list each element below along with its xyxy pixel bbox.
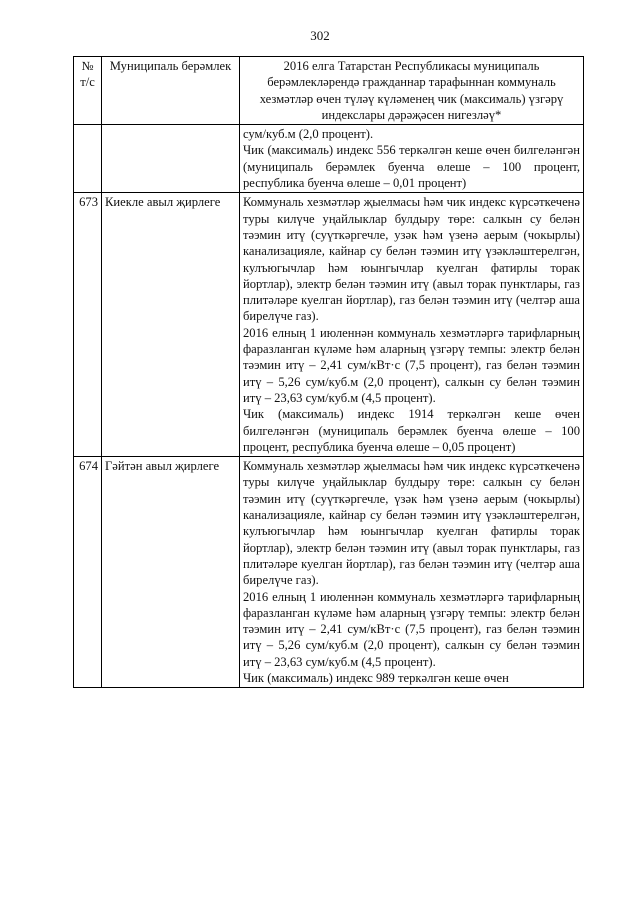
description-paragraph: Чик (максималь) индекс 989 теркәлгән кеше өчен (243, 670, 509, 685)
row-description (240, 193, 584, 457)
description-paragraph: Чик (максималь) индекс 1914 теркәлгән кеше өчен билгеләнгән (муниципаль берәмлек буенча өлеше – 100 процент, республика буенча өлеше – 0,05 процент) (243, 407, 580, 454)
description-paragraph: сум/куб.м (2,0 процент). (243, 127, 374, 142)
description-paragraph: 2016 елның 1 июленнән коммуналь хезмәтләргә тарифларның фаразланган күләме һәм аларның үзгәрү темпы: электр белән тәэмин итү – 2,41 сум/кВт·с (7,5 процент), газ белән тәэмин итү – 5,26 сум/куб.м (2,0 процент), салкын су белән тәэмин итү – 23,63 сум/куб.м (4,5 процент). (243, 589, 580, 669)
row-number: 673 (74, 193, 102, 457)
row-number (74, 125, 102, 193)
row-municipality: Киекле авыл җирлеге (102, 193, 240, 457)
table-row (74, 457, 584, 688)
description-paragraph: Коммуналь хезмәтләр җыелмасы һәм чик индекс күрсәткеченә туры килүче уңайлыклар булдыру төре: салкын су белән тәэмин итү (суүткәргечле, узәк һәм үзенә аерым (чокырлы) канализацияле, кайнар су белән тәэмин итү үзәкләштерелгән, кулъюгычлар һәм юынгычлар куелган фатирлы торак йортлар), электр белән тәэмин итү (авыл торак пунктлары, газ плитәләре куелган йортлар), газ белән тәэмин итү (челтәр аша бирелүче газ). (243, 195, 580, 324)
header-description: 2016 елга Татарстан Республикасы муниципаль берәмлекләрендә гражданнар тарафыннан коммуналь хезмәтләр өчен түләү күләменең чик (максималь) үзгәрү индекслары дәрәҗәсен нигезләү* (240, 57, 584, 125)
row-municipality (102, 125, 240, 193)
header-municipality: Муниципаль берәмлек (102, 57, 240, 125)
description-paragraph: Чик (максималь) индекс 556 теркәлгән кеше өчен билгеләнгән (муниципаль берәмлек буенча өлеше – 100 процент, республика буенча өлеше – 0,01 процент) (243, 143, 580, 191)
table-row (74, 125, 584, 193)
row-description (240, 125, 584, 193)
row-description (240, 457, 584, 688)
header-number: № т/с (74, 57, 102, 125)
row-number: 674 (74, 457, 102, 688)
tariff-table (73, 56, 584, 688)
description-paragraph: 2016 елның 1 июленнән коммуналь хезмәтләргә тарифларның фаразланган күләме һәм аларның үзгәрү темпы: электр белән тәэмин итү – 2,41 сум/кВт·с (7,5 процент), газ белән тәэмин итү – 5,26 сум/куб.м (2,0 процент), салкын су белән тәэмин итү – 23,63 сум/куб.м (4,5 процент). (243, 325, 580, 405)
description-paragraph: Коммуналь хезмәтләр җыелмасы һәм чик индекс күрсәткеченә туры килүче уңайлыклар булдыру төре: салкын су белән тәэмин итү (суүткәргечле, үзәк һәм үзенә аерым (чокырлы) канализацияле, кайнар су белән тәэмин итү үзәкләштерелгән, кулъюгычлар һәм юынгычлар куелган фатирлы торак йортлар), электр белән тәэмин итү (авыл торак пунктлары, газ плитәләре куелган йортлар), газ белән тәэмин итү (челтәр аша бирелүче газ). (243, 459, 580, 588)
page-number: 302 (310, 28, 330, 43)
table-header-row (74, 57, 584, 125)
row-municipality: Гәйтән авыл җирлеге (102, 457, 240, 688)
table-row (74, 193, 584, 457)
